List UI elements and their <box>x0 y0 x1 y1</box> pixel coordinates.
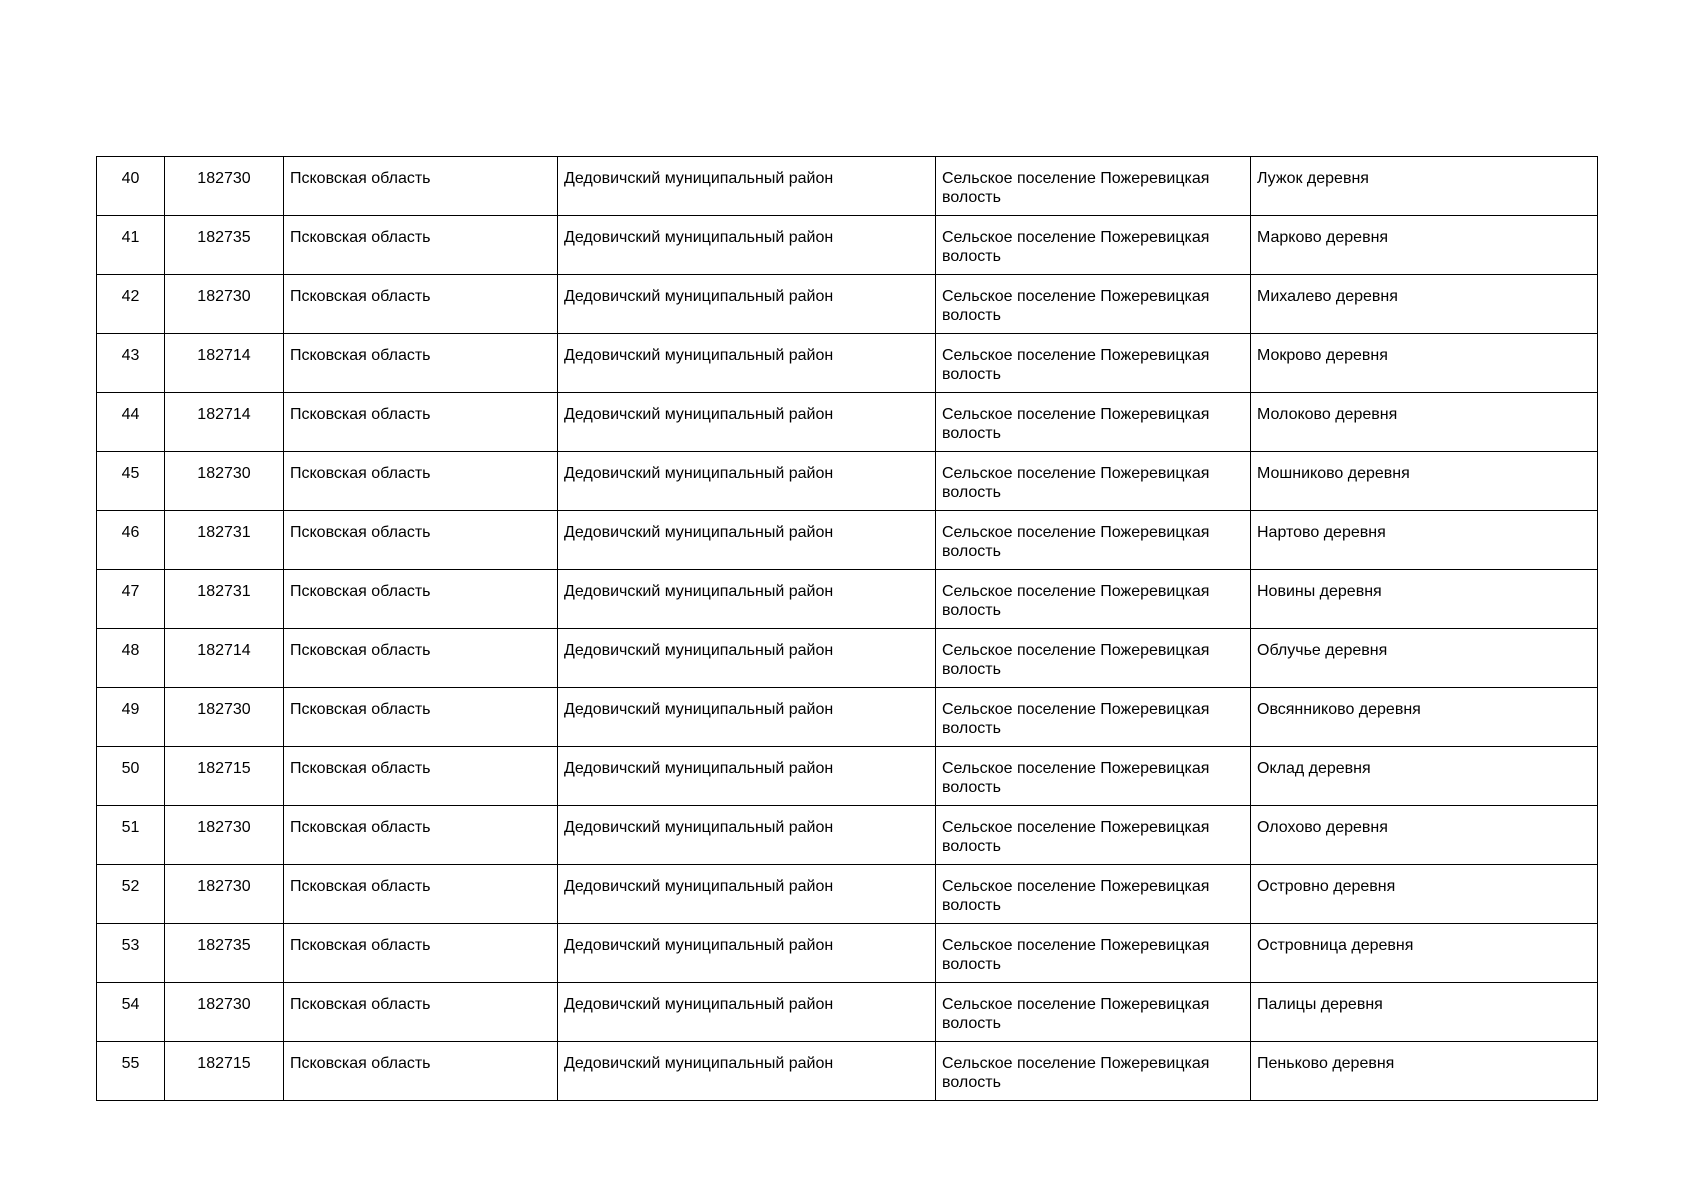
postal-code-cell: 182730 <box>165 983 284 1042</box>
row-number-cell: 44 <box>97 393 165 452</box>
row-number-cell: 40 <box>97 157 165 216</box>
row-number-cell: 46 <box>97 511 165 570</box>
table-body <box>97 157 1598 1101</box>
row-number-cell: 47 <box>97 570 165 629</box>
settlement-cell: Сельское поселение Пожеревицкая волость <box>936 865 1251 924</box>
locality-cell: Молоково деревня <box>1251 393 1598 452</box>
region-cell: Псковская область <box>284 983 558 1042</box>
district-cell: Дедовичский муниципальный район <box>558 688 936 747</box>
row-number-cell: 48 <box>97 629 165 688</box>
table-row <box>97 983 1598 1042</box>
row-number-cell: 52 <box>97 865 165 924</box>
settlement-cell: Сельское поселение Пожеревицкая волость <box>936 806 1251 865</box>
row-number-cell: 55 <box>97 1042 165 1101</box>
district-cell: Дедовичский муниципальный район <box>558 511 936 570</box>
table-row <box>97 865 1598 924</box>
region-cell: Псковская область <box>284 393 558 452</box>
postal-code-cell: 182731 <box>165 511 284 570</box>
district-cell: Дедовичский муниципальный район <box>558 334 936 393</box>
district-cell: Дедовичский муниципальный район <box>558 865 936 924</box>
table-row <box>97 806 1598 865</box>
postal-code-cell: 182735 <box>165 216 284 275</box>
settlement-cell: Сельское поселение Пожеревицкая волость <box>936 334 1251 393</box>
locality-cell: Мокрово деревня <box>1251 334 1598 393</box>
row-number-cell: 51 <box>97 806 165 865</box>
locality-cell: Овсянниково деревня <box>1251 688 1598 747</box>
table-row <box>97 157 1598 216</box>
district-cell: Дедовичский муниципальный район <box>558 629 936 688</box>
postal-code-cell: 182715 <box>165 747 284 806</box>
postal-code-cell: 182730 <box>165 157 284 216</box>
settlement-cell: Сельское поселение Пожеревицкая волость <box>936 1042 1251 1101</box>
settlement-cell: Сельское поселение Пожеревицкая волость <box>936 688 1251 747</box>
locality-cell: Облучье деревня <box>1251 629 1598 688</box>
postal-code-cell: 182714 <box>165 334 284 393</box>
region-cell: Псковская область <box>284 747 558 806</box>
locality-cell: Островница деревня <box>1251 924 1598 983</box>
region-cell: Псковская область <box>284 629 558 688</box>
district-cell: Дедовичский муниципальный район <box>558 983 936 1042</box>
region-cell: Псковская область <box>284 924 558 983</box>
region-cell: Псковская область <box>284 806 558 865</box>
row-number-cell: 54 <box>97 983 165 1042</box>
locality-cell: Нартово деревня <box>1251 511 1598 570</box>
district-cell: Дедовичский муниципальный район <box>558 157 936 216</box>
settlement-cell: Сельское поселение Пожеревицкая волость <box>936 275 1251 334</box>
locality-cell: Марково деревня <box>1251 216 1598 275</box>
settlement-cell: Сельское поселение Пожеревицкая волость <box>936 924 1251 983</box>
settlement-cell: Сельское поселение Пожеревицкая волость <box>936 393 1251 452</box>
locality-cell: Палицы деревня <box>1251 983 1598 1042</box>
settlement-cell: Сельское поселение Пожеревицкая волость <box>936 157 1251 216</box>
row-number-cell: 41 <box>97 216 165 275</box>
table-row <box>97 393 1598 452</box>
postal-code-cell: 182730 <box>165 452 284 511</box>
region-cell: Псковская область <box>284 157 558 216</box>
locality-cell: Новины деревня <box>1251 570 1598 629</box>
postal-code-cell: 182730 <box>165 865 284 924</box>
settlement-cell: Сельское поселение Пожеревицкая волость <box>936 511 1251 570</box>
district-cell: Дедовичский муниципальный район <box>558 570 936 629</box>
district-cell: Дедовичский муниципальный район <box>558 393 936 452</box>
table-row <box>97 452 1598 511</box>
table-row <box>97 334 1598 393</box>
settlement-cell: Сельское поселение Пожеревицкая волость <box>936 983 1251 1042</box>
locality-cell: Олохово деревня <box>1251 806 1598 865</box>
region-cell: Псковская область <box>284 688 558 747</box>
postal-code-cell: 182730 <box>165 806 284 865</box>
row-number-cell: 43 <box>97 334 165 393</box>
district-cell: Дедовичский муниципальный район <box>558 1042 936 1101</box>
table-row <box>97 924 1598 983</box>
table-row <box>97 629 1598 688</box>
table-row <box>97 1042 1598 1101</box>
district-cell: Дедовичский муниципальный район <box>558 924 936 983</box>
row-number-cell: 50 <box>97 747 165 806</box>
region-cell: Псковская область <box>284 511 558 570</box>
row-number-cell: 42 <box>97 275 165 334</box>
settlement-cell: Сельское поселение Пожеревицкая волость <box>936 629 1251 688</box>
district-cell: Дедовичский муниципальный район <box>558 216 936 275</box>
locality-cell: Пеньково деревня <box>1251 1042 1598 1101</box>
row-number-cell: 53 <box>97 924 165 983</box>
settlement-cell: Сельское поселение Пожеревицкая волость <box>936 570 1251 629</box>
district-cell: Дедовичский муниципальный район <box>558 452 936 511</box>
locality-cell: Мошниково деревня <box>1251 452 1598 511</box>
postal-code-cell: 182714 <box>165 393 284 452</box>
locality-cell: Оклад деревня <box>1251 747 1598 806</box>
region-cell: Псковская область <box>284 275 558 334</box>
postal-code-cell: 182714 <box>165 629 284 688</box>
postal-code-cell: 182731 <box>165 570 284 629</box>
locality-cell: Островно деревня <box>1251 865 1598 924</box>
settlement-cell: Сельское поселение Пожеревицкая волость <box>936 747 1251 806</box>
row-number-cell: 49 <box>97 688 165 747</box>
postal-code-cell: 182735 <box>165 924 284 983</box>
region-cell: Псковская область <box>284 452 558 511</box>
table-row <box>97 216 1598 275</box>
settlement-cell: Сельское поселение Пожеревицкая волость <box>936 452 1251 511</box>
table-row <box>97 688 1598 747</box>
locality-cell: Михалево деревня <box>1251 275 1598 334</box>
row-number-cell: 45 <box>97 452 165 511</box>
table-row <box>97 511 1598 570</box>
table-row <box>97 275 1598 334</box>
region-cell: Псковская область <box>284 216 558 275</box>
district-cell: Дедовичский муниципальный район <box>558 747 936 806</box>
postal-code-cell: 182730 <box>165 275 284 334</box>
postal-code-cell: 182715 <box>165 1042 284 1101</box>
region-cell: Псковская область <box>284 570 558 629</box>
postal-code-cell: 182730 <box>165 688 284 747</box>
region-cell: Псковская область <box>284 334 558 393</box>
table-row <box>97 747 1598 806</box>
district-cell: Дедовичский муниципальный район <box>558 806 936 865</box>
table-row <box>97 570 1598 629</box>
locality-cell: Лужок деревня <box>1251 157 1598 216</box>
district-cell: Дедовичский муниципальный район <box>558 275 936 334</box>
settlements-table <box>96 156 1598 1101</box>
region-cell: Псковская область <box>284 1042 558 1101</box>
region-cell: Псковская область <box>284 865 558 924</box>
settlement-cell: Сельское поселение Пожеревицкая волость <box>936 216 1251 275</box>
